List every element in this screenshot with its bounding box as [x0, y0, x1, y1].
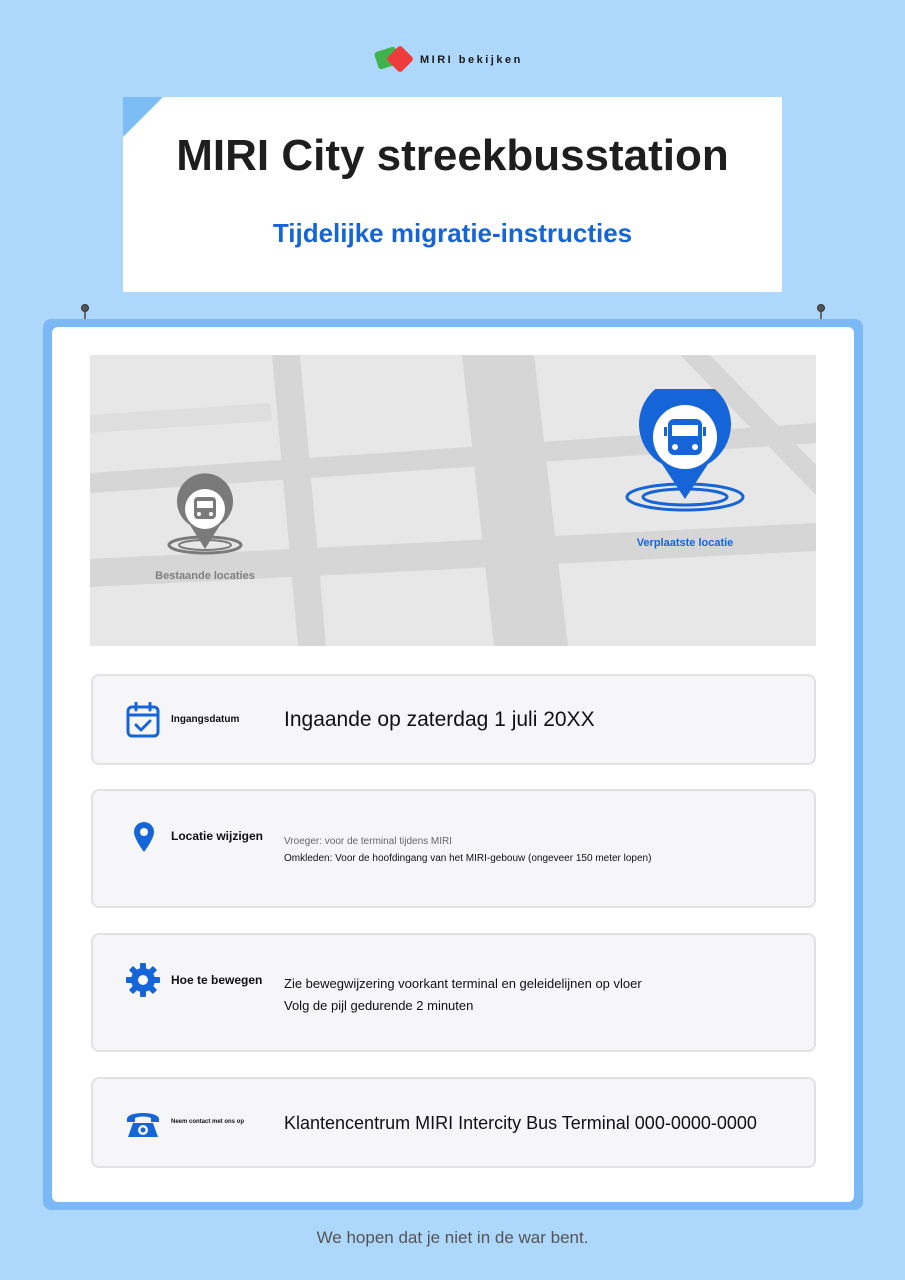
- bus-pin-gray-icon: [160, 473, 250, 563]
- directions-line1: Zie bewegwijzering voorkant terminal en geleidelijnen op vloer: [284, 976, 642, 991]
- logo-text: MIRI bekijken: [420, 54, 523, 66]
- map-area: [90, 355, 816, 646]
- bus-pin-blue-icon: [620, 389, 750, 519]
- location-pin-icon: [132, 821, 156, 853]
- contact-label: Neem contact met ons op: [171, 1119, 245, 1125]
- location-new: Omkleden: Voor de hoofdingang van het MIRI-gebouw (ongeveer 150 meter lopen): [284, 853, 652, 864]
- page-title: MIRI City streekbusstation: [176, 131, 729, 180]
- info-row-date: [91, 674, 816, 765]
- location-previous: Vroeger: voor de terminal tijdens MIRI: [284, 836, 453, 847]
- existing-location-label: Bestaande locaties: [155, 570, 255, 582]
- phone-icon: [125, 1109, 161, 1139]
- contact-value: Klantencentrum MIRI Intercity Bus Terminal 000-0000-0000: [284, 1113, 757, 1133]
- info-row-directions: [91, 933, 816, 1052]
- brand-logo: [374, 45, 544, 75]
- info-row-location: [91, 789, 816, 908]
- directions-line2: Volg de pijl gedurende 2 minuten: [284, 998, 474, 1013]
- date-label: Ingangsdatum: [171, 714, 240, 725]
- date-value: Ingaande op zaterdag 1 juli 20XX: [284, 708, 595, 731]
- info-row-contact: [91, 1077, 816, 1168]
- logo-mark-icon: [374, 45, 416, 75]
- location-label: Locatie wijzigen: [171, 829, 264, 843]
- page-subtitle: Tijdelijke migratie-instructies: [272, 218, 633, 248]
- footer-text: We hopen dat je niet in de war bent.: [316, 1228, 589, 1247]
- header-card: [123, 97, 782, 292]
- moved-location-label: Verplaatste locatie: [636, 537, 734, 549]
- gear-icon: [126, 963, 160, 997]
- calendar-icon: [126, 702, 160, 738]
- directions-label: Hoe te bewegen: [171, 973, 263, 987]
